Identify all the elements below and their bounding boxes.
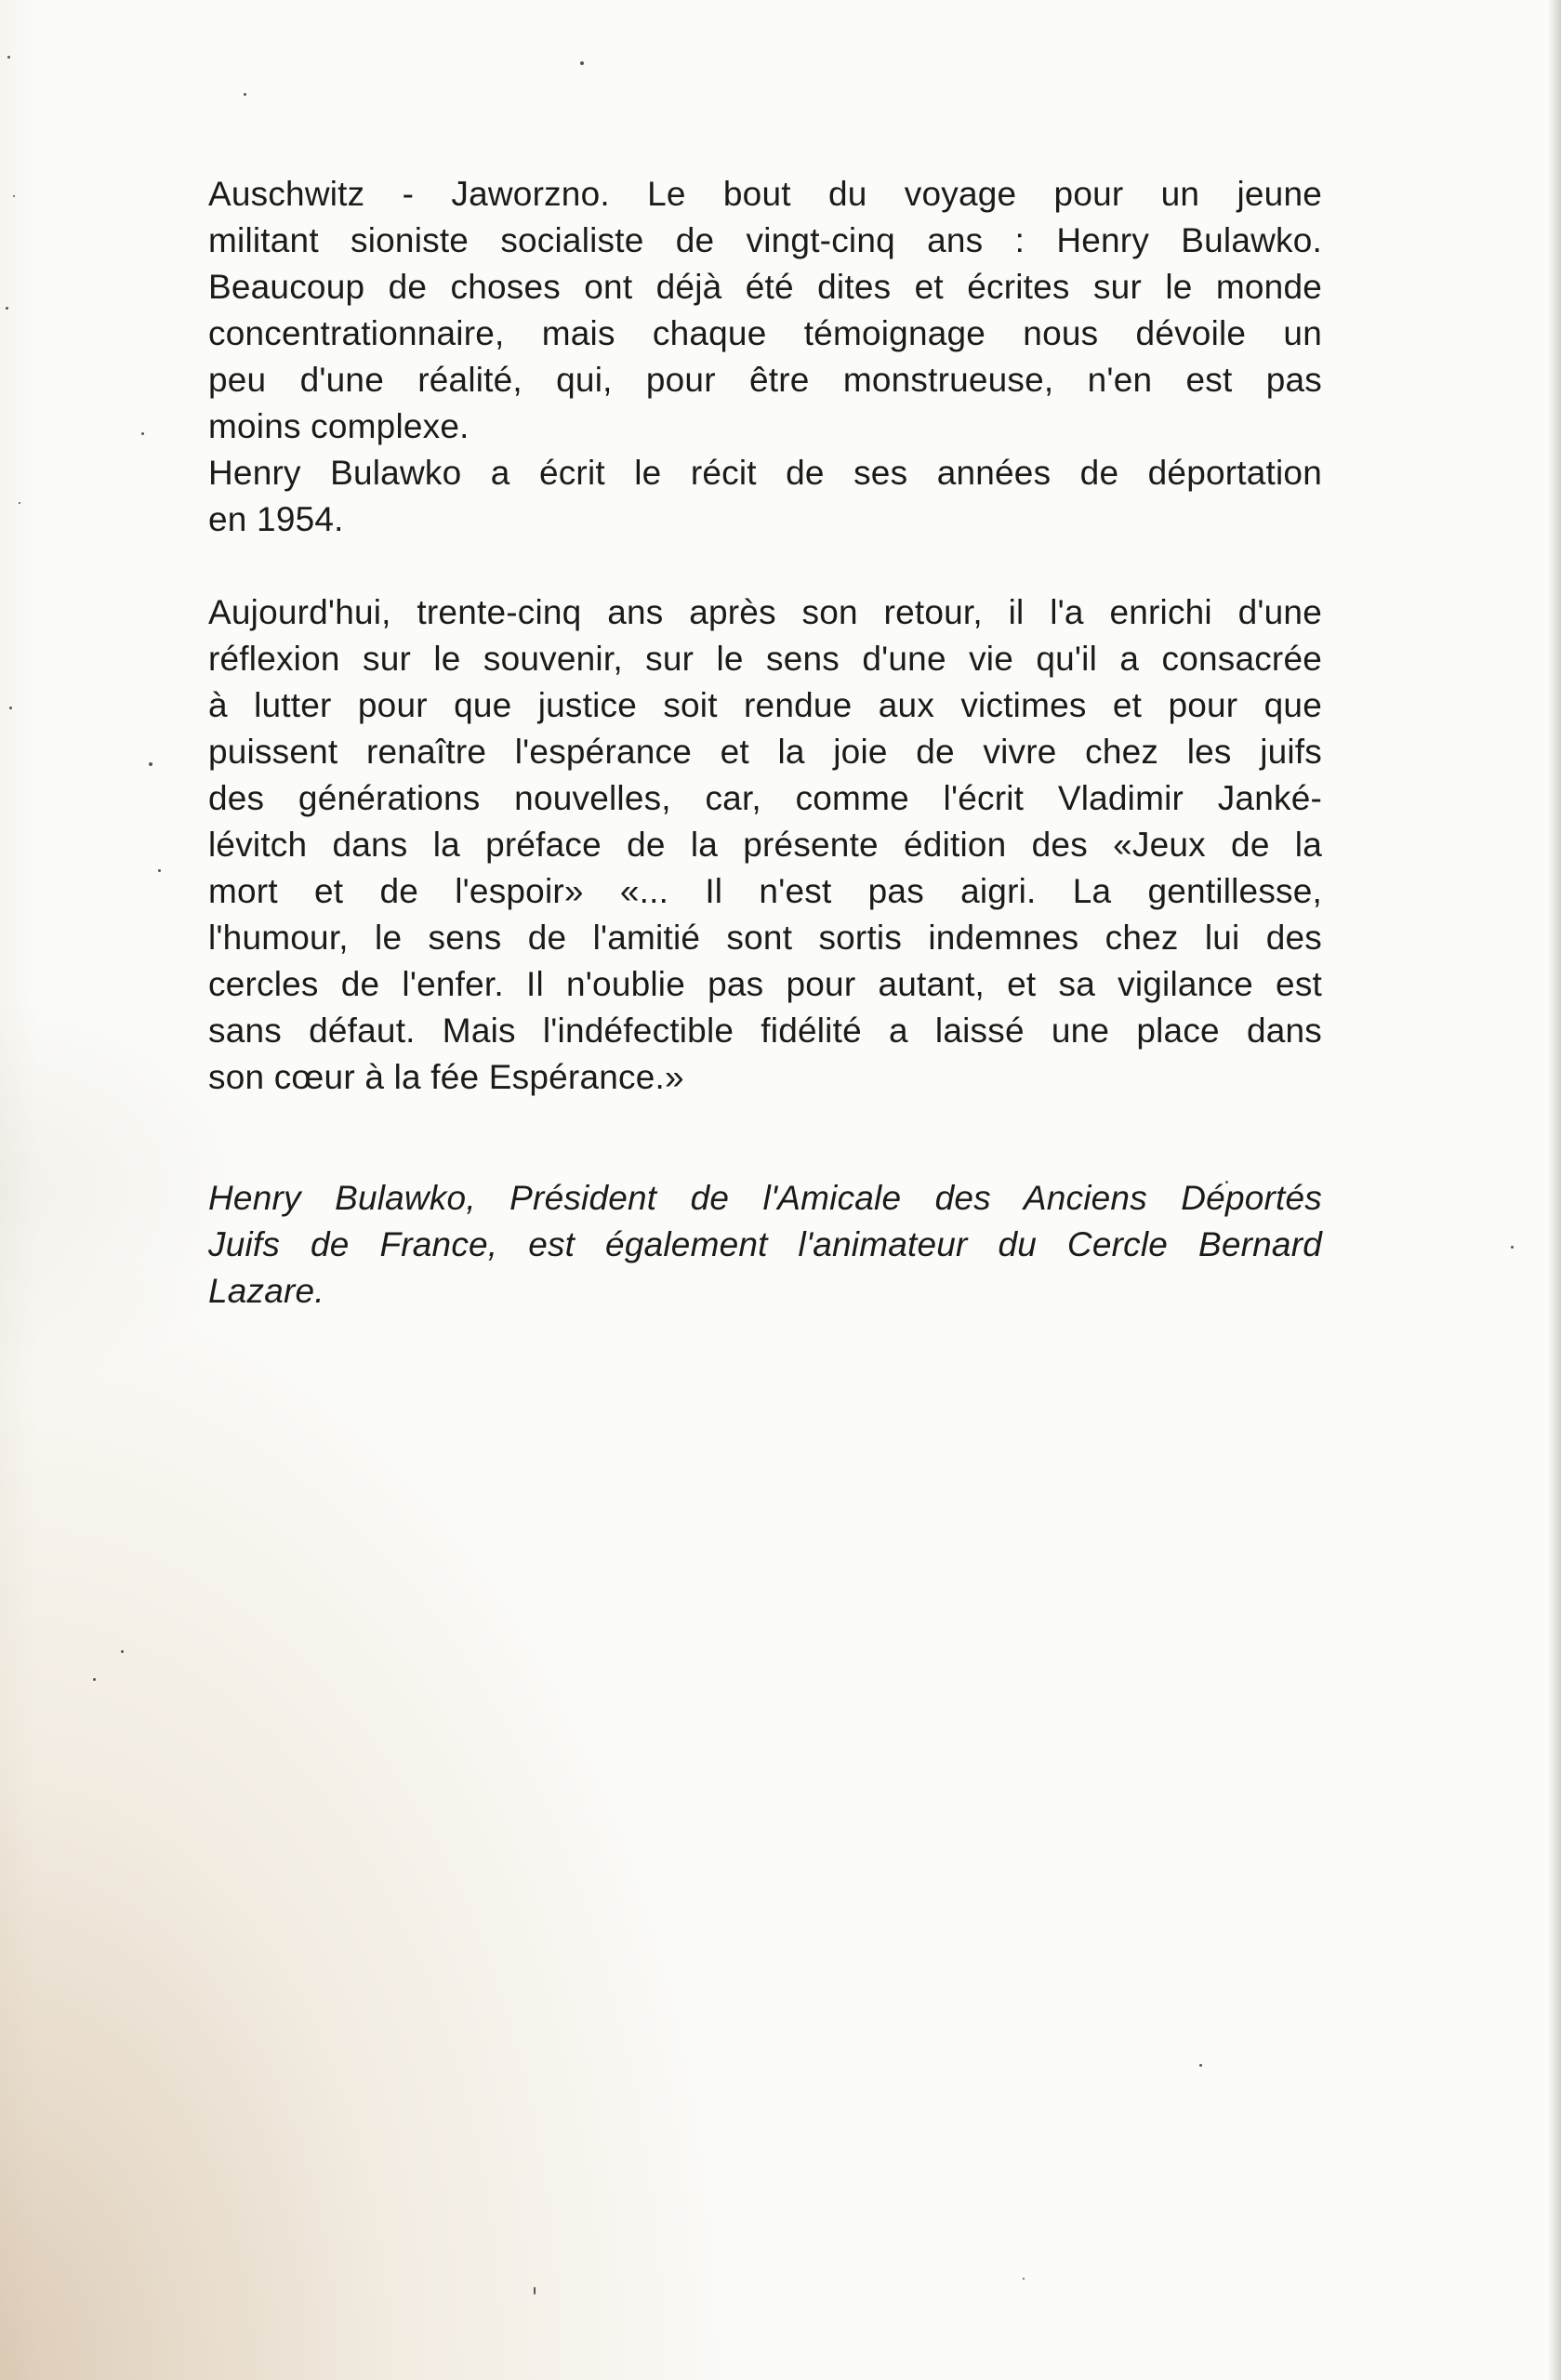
paper-speck <box>19 502 20 504</box>
text-line: Auschwitz - Jaworzno. Le bout du voyage pour un jeune <box>208 175 1322 213</box>
text-line: lévitch dans la préface de la présente édition des «Jeux de la <box>208 826 1322 864</box>
paper-speck <box>13 195 15 197</box>
paper-speck <box>93 1678 96 1681</box>
paragraph-recit <box>208 450 1322 543</box>
text-line: l'humour, le sens de l'amitié sont sortis indemnes chez lui des <box>208 919 1322 957</box>
text-line: peu d'une réalité, qui, pour être monstrueuse, n'en est pas <box>208 361 1322 399</box>
text-line: Aujourd'hui, trente-cinq ans après son retour, il l'a enrichi d'une <box>208 593 1322 631</box>
text-line: en 1954. <box>208 500 344 538</box>
text-line: puissent renaître l'espérance et la joie de vivre chez les juifs <box>208 733 1322 771</box>
paragraph-reflexion <box>208 589 1322 1101</box>
paper-speck <box>9 707 12 709</box>
page-edge-shadow <box>1548 0 1561 2380</box>
text-line: à lutter pour que justice soit rendue aux victimes et pour que <box>208 686 1322 724</box>
text-line: Lazare. <box>208 1272 324 1310</box>
text-line: moins complexe. <box>208 407 470 445</box>
paper-speck <box>244 93 246 96</box>
text-line: des générations nouvelles, car, comme l'écrit Vladimir Janké- <box>208 779 1322 817</box>
text-line: réflexion sur le souvenir, sur le sens d'une vie qu'il a consacrée <box>208 640 1322 678</box>
paragraph-gap <box>208 1101 1322 1175</box>
paragraph-intro <box>208 171 1322 450</box>
paper-speck <box>1511 1246 1514 1249</box>
author-note <box>208 1175 1322 1315</box>
paper-speck <box>6 307 8 310</box>
text-line: Henry Bulawko, Président de l'Amicale des Anciens Déportés <box>208 1179 1322 1217</box>
paper-speck <box>580 61 584 65</box>
paper-speck <box>534 2287 536 2294</box>
back-cover-text <box>208 171 1322 1315</box>
paragraph-gap <box>208 543 1322 589</box>
paper-speck <box>149 762 152 766</box>
text-line: sans défaut. Mais l'indéfectible fidélité a laissé une place dans <box>208 1012 1322 1050</box>
text-line: cercles de l'enfer. Il n'oublie pas pour autant, et sa vigilance est <box>208 965 1322 1003</box>
paper-speck <box>7 56 10 59</box>
text-line: son cœur à la fée Espérance.» <box>208 1058 684 1096</box>
text-line: militant sioniste socialiste de vingt-cinq ans : Henry Bulawko. <box>208 221 1322 259</box>
text-line: Juifs de France, est également l'animateur du Cercle Bernard <box>208 1225 1322 1263</box>
paper-speck <box>121 1650 124 1653</box>
text-line: Beaucoup de choses ont déjà été dites et écrites sur le monde <box>208 268 1322 306</box>
paper-speck <box>141 432 144 435</box>
paper-speck <box>158 869 161 872</box>
paper-speck <box>1199 2064 1202 2067</box>
paper-speck <box>1023 2278 1025 2280</box>
text-line: Henry Bulawko a écrit le récit de ses années de déportation <box>208 454 1322 492</box>
text-line: mort et de l'espoir» «... Il n'est pas aigri. La gentillesse, <box>208 872 1322 910</box>
text-line: concentrationnaire, mais chaque témoignage nous dévoile un <box>208 314 1322 352</box>
